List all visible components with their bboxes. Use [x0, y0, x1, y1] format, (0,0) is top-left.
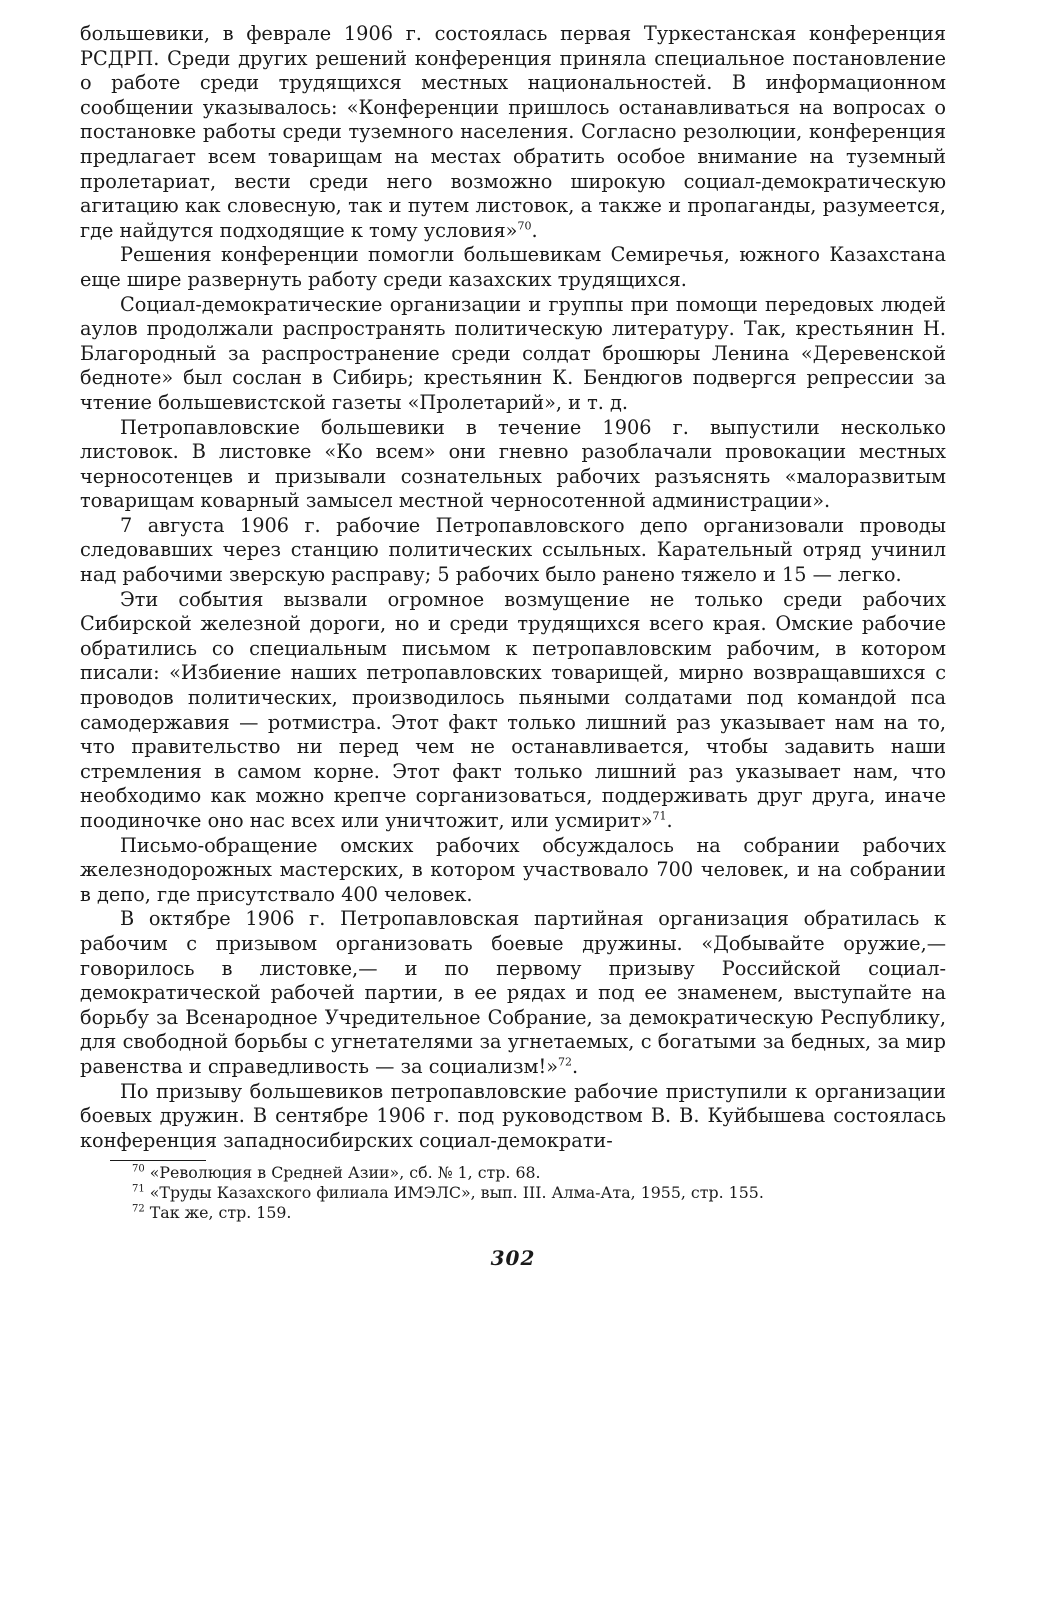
paragraph: В октябре 1906 г. Петропавловская партийная организация обратилась к рабочим с призывом организовать боевые дружины. «Добывайте оружие,— говорилось в листовке,— и по первому призыву Российской социал-демократической рабочей партии, в ее рядах и под ее знаменем, выступайте на борьбу за Всенародное Учредительное Собрание, за демократическую Республику, для свободной борьбы с угнетателями за угнетаемых, с богатыми за бедных, за мир равенства и справедливость — за социализм!»$^{72}$. [80, 907, 946, 1078]
footnote-ref[interactable]: 70 [517, 219, 532, 233]
footnote-ref[interactable]: 71 [652, 809, 667, 823]
paragraph: Эти события вызвали огромное возмущение не только среди рабочих Сибирской железной дороги, но и среди трудящихся всего края. Омские рабочие обратились со специальным письмом к петропавловским рабочим, в котором писали: «Избиение наших петропавловских товарищей, мирно возвращавшихся с проводов политических, производилось пьяными солдатами под командой пса самодержавия — ротмистра. Этот факт только лишний раз указывает нам на то, что правительство ни перед чем не останавливается, чтобы задавить наши стремления в самом корне. Этот факт только лишний раз указывает нам, что необходимо как можно крепче сорганизоваться, поддерживать друг друга, иначе поодиночке оно нас всех или уничтожит, или усмирит»$^{71}$. [80, 587, 946, 832]
paragraph: большевики, в феврале 1906 г. состоялась первая Туркестанская конференция РСДРП. Среди других решений конференция приняла специальное постановление о работе среди трудящихся местных национальностей. В информационном сообщении указывалось: «Конференции пришлось останавливаться на вопросах о постановке работы среди туземного населения. Согласно резолюции, конференция предлагает всем товарищам на местах обратить особое внимание на туземный пролетариат, вести среди него возможно широкую социал-демократическую агитацию как словесную, так и путем листовок, а также и пропаганды, разумеется, где найдутся подходящие к тому условия»$^{70}$. [80, 22, 946, 242]
footnotes [80, 1163, 946, 1222]
footnote-number: 70 [132, 1164, 145, 1176]
footnote: $^{71}$ «Труды Казахского филиала ИМЭЛС», вып. III. Алма-Ата, 1955, стр. 155. [132, 1182, 764, 1202]
footnote-number: 71 [132, 1183, 145, 1195]
paragraph: Социал-демократические организации и группы при помощи передовых людей аулов продолжали распространять политическую литературу. Так, крестьянин Н. Благородный за распространение среди солдат брошюры Ленина «Деревенской бедноте» был сослан в Сибирь; крестьянин К. Бендюгов подвергся репрессии за чтение большевистской газеты «Пролетарий», и т. д. [80, 292, 946, 414]
footnote-number: 72 [132, 1203, 145, 1215]
page-number: 302 [490, 1246, 536, 1271]
paragraph: По призыву большевиков петропавловские рабочие приступили к организации боевых дружин. В сентябре 1906 г. под руководством В. В. Куйбышева состоялась конференция западносибирских социал-демократи- [80, 1079, 946, 1152]
body-text [80, 22, 946, 1153]
paragraph: 7 августа 1906 г. рабочие Петропавловского депо организовали проводы следовавших через станцию политических ссыльных. Карательный отряд учинил над рабочими зверскую расправу; 5 рабочих было ранено тяжело и 15 — легко. [80, 513, 946, 587]
footnote-divider [110, 1160, 206, 1161]
paragraph: Письмо-обращение омских рабочих обсуждалось на собрании рабочих железнодорожных мастерских, в котором участвовало 700 человек, и на собрании в депо, где присутствало 400 человек. [80, 833, 946, 906]
footnote-ref[interactable]: 72 [558, 1055, 573, 1069]
paragraph: Решения конференции помогли большевикам Семиречья, южного Казахстана еще шире развернуть работу среди казахских трудящихся. [80, 243, 946, 291]
paragraph: Петропавловские большевики в течение 1906 г. выпустили несколько листовок. В листовке «Ко всем» они гневно разоблачали провокации местных черносотенцев и призывали сознательных рабочих разъяснять «малоразвитым товарищам коварный замысел местной черносотенной администрации». [80, 415, 946, 513]
footnote: $^{72}$ Так же, стр. 159. [132, 1202, 292, 1222]
footnote: $^{70}$ «Революция в Средней Азии», сб. № 1, стр. 68. [132, 1163, 541, 1183]
